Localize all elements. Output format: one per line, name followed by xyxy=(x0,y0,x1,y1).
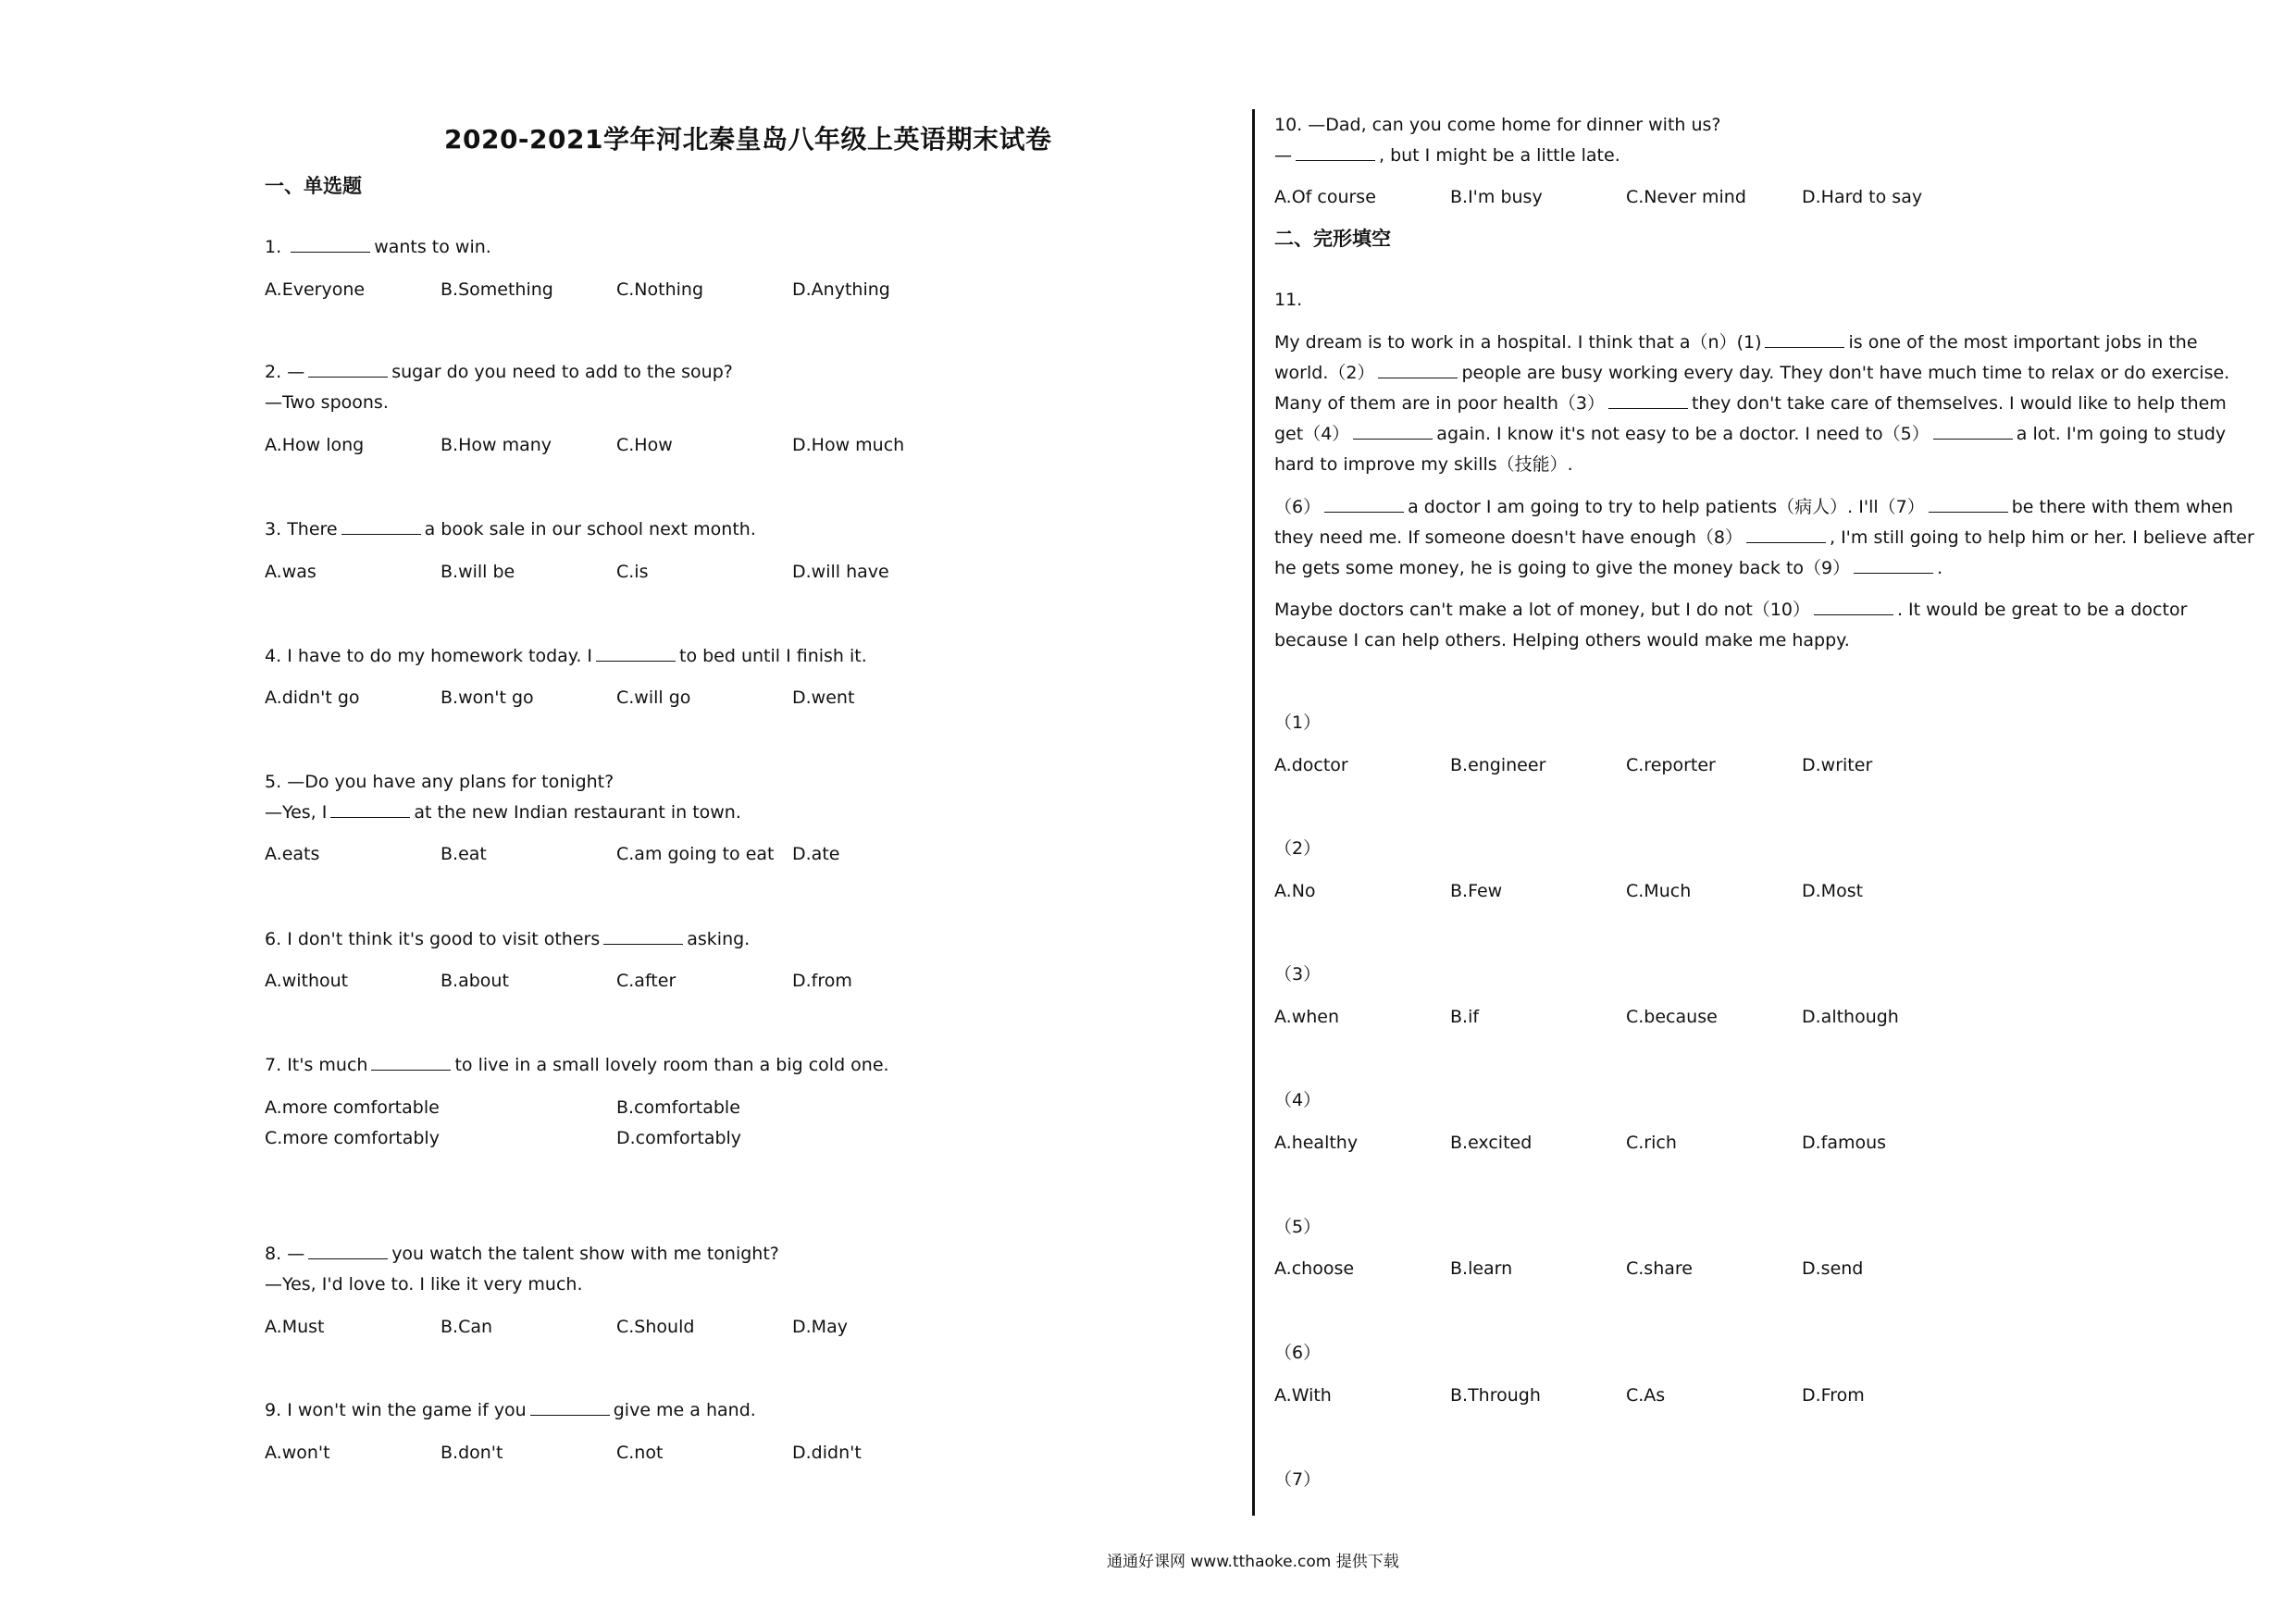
cloze-item-1-option-c: C.reporter xyxy=(1626,755,1716,775)
cloze-item-5-option-d: D.send xyxy=(1802,1258,1864,1279)
cloze-item-3-label: （3） xyxy=(1274,964,1322,985)
cloze-item-1-label: （1） xyxy=(1274,712,1322,733)
question-4-option-d: D.went xyxy=(792,688,855,708)
question-10-option-b: B.I'm busy xyxy=(1450,187,1543,207)
question-8-option-c: C.Should xyxy=(616,1317,695,1337)
answer-blank xyxy=(291,233,370,253)
answer-blank xyxy=(308,358,388,378)
question-10-option-a: A.Of course xyxy=(1274,187,1376,207)
cloze-item-2-option-c: C.Much xyxy=(1626,881,1692,901)
answer-blank xyxy=(1608,390,1688,409)
question-7-option-d: D.comfortably xyxy=(616,1128,742,1148)
question-6-stem: 6. I don't think it's good to visit others asking. xyxy=(265,924,750,955)
question-3-option-d: D.will have xyxy=(792,562,889,582)
question-1-option-a: A.Everyone xyxy=(265,279,366,300)
question-1-option-c: C.Nothing xyxy=(616,279,704,300)
cloze-item-4-label: （4） xyxy=(1274,1090,1322,1110)
cloze-item-5-label: （5） xyxy=(1274,1217,1322,1237)
answer-blank xyxy=(1933,420,2013,440)
cloze-item-4-option-c: C.rich xyxy=(1626,1133,1677,1153)
question-7-stem: 7. It's much to live in a small lovely room than a big cold one. xyxy=(265,1050,889,1081)
answer-blank xyxy=(330,799,410,818)
answer-blank xyxy=(1854,554,1933,574)
cloze-item-4-option-b: B.excited xyxy=(1450,1133,1533,1153)
question-10-option-d: D.Hard to say xyxy=(1802,187,1923,207)
question-1-option-d: D.Anything xyxy=(792,279,890,300)
answer-blank xyxy=(308,1240,388,1259)
question-6-option-b: B.about xyxy=(441,971,509,991)
cloze-item-6-label: （6） xyxy=(1274,1343,1322,1363)
question-1-stem: 1. wants to win. xyxy=(265,232,491,263)
cloze-item-3-option-d: D.although xyxy=(1802,1007,1899,1027)
answer-blank xyxy=(1814,596,1893,615)
cloze-item-2-option-a: A.No xyxy=(1274,881,1316,901)
cloze-item-2-option-d: D.Most xyxy=(1802,881,1864,901)
question-8-stem: 8. — you watch the talent show with me tonight? xyxy=(265,1239,779,1270)
answer-blank xyxy=(1353,420,1433,440)
page-title: 2020-2021学年河北秦皇岛八年级上英语期末试卷 xyxy=(444,124,1052,155)
answer-blank xyxy=(371,1051,451,1071)
question-9-option-c: C.not xyxy=(616,1443,664,1463)
cloze-item-7-label: （7） xyxy=(1274,1469,1322,1490)
question-1-option-b: B.Something xyxy=(441,279,553,300)
question-5-stem: 5. —Do you have any plans for tonight? xyxy=(265,772,614,792)
question-8-option-d: D.May xyxy=(792,1317,848,1337)
section-heading-single-choice: 一、单选题 xyxy=(265,175,362,197)
question-5-option-b: B.eat xyxy=(441,844,487,864)
answer-blank xyxy=(1746,524,1826,543)
cloze-item-5-option-a: A.choose xyxy=(1274,1258,1355,1279)
question-2-option-b: B.How many xyxy=(441,435,552,455)
question-9-option-a: A.won't xyxy=(265,1443,330,1463)
answer-blank xyxy=(1324,493,1404,513)
question-2-option-d: D.How much xyxy=(792,435,905,455)
question-2-reply: —Two spoons. xyxy=(265,392,389,413)
question-2-option-c: C.How xyxy=(616,435,673,455)
question-5-option-c: C.am going to eat xyxy=(616,844,775,864)
question-2-option-a: A.How long xyxy=(265,435,365,455)
cloze-item-4-option-d: D.famous xyxy=(1802,1133,1887,1153)
question-5-option-d: D.ate xyxy=(792,844,840,864)
cloze-item-5-option-b: B.learn xyxy=(1450,1258,1513,1279)
cloze-paragraph-2: （6） a doctor I am going to try to help patients（病人）. I'll（7） be there with them when they need me. If someone doesn't have enough（8） , I'm still going to help him or her. I believe after he gets some money, he is going to give the money back to（9） . xyxy=(1274,492,2255,584)
question-6-option-a: A.without xyxy=(265,971,349,991)
question-7-option-b: B.comfortable xyxy=(616,1097,740,1118)
question-9-stem: 9. I won't win the game if you give me a hand. xyxy=(265,1395,756,1426)
question-3-option-a: A.was xyxy=(265,562,316,582)
question-3-option-c: C.is xyxy=(616,562,649,582)
cloze-item-6-option-a: A.With xyxy=(1274,1385,1332,1406)
answer-blank xyxy=(1378,359,1458,378)
question-7-option-c: C.more comfortably xyxy=(265,1128,440,1148)
question-10-stem: 10. —Dad, can you come home for dinner with us? xyxy=(1274,115,1721,135)
question-4-option-a: A.didn't go xyxy=(265,688,360,708)
cloze-item-4-option-a: A.healthy xyxy=(1274,1133,1359,1153)
answer-blank xyxy=(1765,328,1844,348)
cloze-item-6-option-c: C.As xyxy=(1626,1385,1666,1406)
cloze-item-1-option-a: A.doctor xyxy=(1274,755,1348,775)
cloze-item-2-option-b: B.Few xyxy=(1450,881,1503,901)
question-4-option-b: B.won't go xyxy=(441,688,534,708)
question-4-stem: 4. I have to do my homework today. I to bed until I finish it. xyxy=(265,641,867,672)
answer-blank xyxy=(341,515,421,535)
answer-blank xyxy=(1296,142,1375,161)
question-3-stem: 3. There a book sale in our school next month. xyxy=(265,514,756,545)
column-divider xyxy=(1252,109,1255,1516)
answer-blank xyxy=(1929,493,2008,513)
cloze-item-2-label: （2） xyxy=(1274,838,1322,859)
question-10-option-c: C.Never mind xyxy=(1626,187,1746,207)
answer-blank xyxy=(603,925,683,945)
question-4-option-c: C.will go xyxy=(616,688,691,708)
question-7-option-a: A.more comfortable xyxy=(265,1097,440,1118)
cloze-item-3-option-b: B.if xyxy=(1450,1007,1480,1027)
cloze-item-3-option-c: C.because xyxy=(1626,1007,1718,1027)
question-8-option-b: B.Can xyxy=(441,1317,493,1337)
cloze-paragraph-1: My dream is to work in a hospital. I think that a（n）(1) is one of the most important jobs in the world.（2） people are busy working every day. They don't have much time to relax or do exercise. Many of them are in poor health（3） they don't take care of themselves. I would like to help them get（4） again. I know it's not easy to be a doctor. I need to（5） a lot. I'm going to study hard to improve my skills（技能）. xyxy=(1274,328,2255,480)
cloze-item-6-option-d: D.From xyxy=(1802,1385,1865,1406)
question-9-option-d: D.didn't xyxy=(792,1443,862,1463)
cloze-item-5-option-c: C.share xyxy=(1626,1258,1693,1279)
answer-blank xyxy=(530,1396,610,1416)
cloze-item-6-option-b: B.Through xyxy=(1450,1385,1541,1406)
cloze-item-1-option-b: B.engineer xyxy=(1450,755,1546,775)
cloze-item-3-option-a: A.when xyxy=(1274,1007,1340,1027)
question-8-option-a: A.Must xyxy=(265,1317,325,1337)
footer-source: 通通好课网 www.tthaoke.com 提供下载 xyxy=(1107,1553,1399,1571)
answer-blank xyxy=(596,642,676,662)
question-9-option-b: B.don't xyxy=(441,1443,503,1463)
cloze-paragraph-3: Maybe doctors can't make a lot of money, but I do not（10） . It would be great to be a doctor because I can help others. Helping others would make me happy. xyxy=(1274,595,2255,656)
question-6-option-c: C.after xyxy=(616,971,676,991)
question-6-option-d: D.from xyxy=(792,971,852,991)
question-5-option-a: A.eats xyxy=(265,844,320,864)
question-3-option-b: B.will be xyxy=(441,562,515,582)
cloze-item-1-option-d: D.writer xyxy=(1802,755,1873,775)
question-5-reply: —Yes, I at the new Indian restaurant in town. xyxy=(265,798,741,828)
question-11-number: 11. xyxy=(1274,290,1303,310)
question-10-reply: — , but I might be a little late. xyxy=(1274,141,1620,171)
section-heading-cloze: 二、完形填空 xyxy=(1274,228,1391,250)
question-8-reply: —Yes, I'd love to. I like it very much. xyxy=(265,1274,583,1295)
question-2-stem: 2. — sugar do you need to add to the soup? xyxy=(265,357,733,388)
